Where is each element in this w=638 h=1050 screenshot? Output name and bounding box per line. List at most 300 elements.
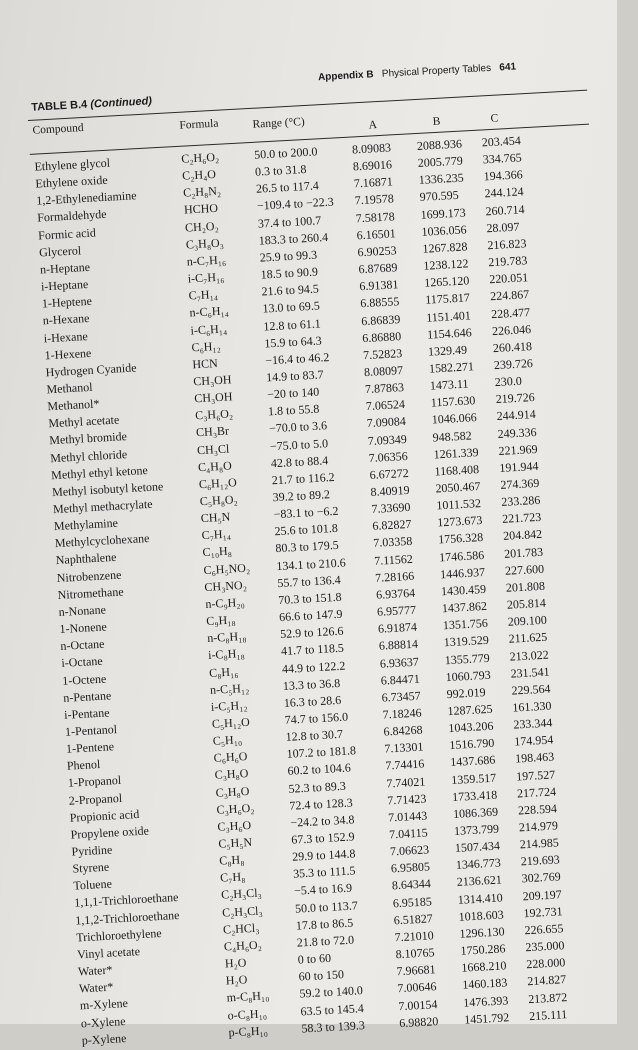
cell-range: 1.8 to 55.8: [267, 401, 320, 419]
column-header-b: B: [432, 115, 441, 129]
cell-c: 174.954: [513, 732, 554, 749]
cell-range: 0 to 60: [297, 950, 332, 967]
cell-compound: Ethylene oxide: [35, 172, 108, 191]
cell-c: 233.344: [512, 715, 553, 732]
cell-compound: Water*: [78, 979, 114, 996]
cell-compound: Water*: [77, 962, 113, 979]
cell-range: 21.6 to 94.5: [261, 281, 320, 299]
cell-c: 201.808: [505, 578, 546, 595]
cell-range: 18.5 to 90.9: [260, 264, 319, 282]
cell-b: 1473.11: [429, 376, 469, 393]
cell-b: 2005.779: [417, 153, 464, 171]
cell-a: 7.06524: [365, 397, 406, 414]
cell-compound: Styrene: [72, 859, 110, 876]
cell-b: 1238.122: [423, 256, 469, 273]
cell-range: 52.3 to 89.3: [288, 778, 347, 796]
cell-c: 211.625: [508, 629, 548, 647]
cell-compound: 1-Heptene: [41, 293, 93, 311]
cell-compound: 1-Hexene: [44, 345, 92, 363]
cell-formula: C₅H₈O₂: [199, 492, 239, 509]
cell-c: 231.541: [510, 664, 550, 681]
cell-compound: Methyl chloride: [49, 446, 128, 465]
cell-formula: i-C₇H₁₆: [187, 269, 225, 286]
cell-range: 60 to 150: [298, 967, 345, 984]
cell-a: 6.87689: [358, 260, 398, 277]
cell-c: 209.100: [507, 612, 548, 629]
cell-a: 7.74021: [385, 773, 426, 791]
cell-range: −24.2 to 34.8: [289, 812, 355, 830]
cell-b: 1086.369: [452, 804, 499, 821]
cell-b: 1516.790: [449, 735, 495, 753]
cell-formula: n-C₈H₁₈: [206, 629, 247, 646]
cell-b: 1430.459: [440, 581, 487, 599]
cell-a: 7.16871: [353, 174, 394, 191]
cell-a: 6.95777: [376, 602, 417, 619]
cell-b: 1451.792: [463, 1009, 510, 1027]
cell-formula: C₁₀H₈: [202, 544, 233, 560]
cell-b: 1018.603: [458, 907, 504, 924]
cell-formula: C₆H₅NO₂: [203, 560, 251, 577]
cell-compound: n-Octane: [60, 636, 105, 654]
column-header-a: A: [368, 119, 378, 132]
cell-range: 58.3 to 139.3: [301, 1017, 366, 1036]
cell-a: 6.73457: [381, 688, 422, 705]
cell-b: 1287.625: [447, 701, 493, 719]
cell-formula: C₆H₆O: [213, 749, 248, 766]
cell-range: 134.1 to 210.6: [276, 555, 347, 573]
cell-b: 1359.517: [450, 770, 497, 787]
cell-compound: Glycerol: [38, 243, 82, 260]
cell-formula: n-C₇H₁₆: [186, 252, 227, 269]
cell-a: 7.71423: [386, 791, 427, 808]
cell-range: 37.4 to 100.7: [257, 212, 322, 231]
cell-b: 1329.49: [427, 342, 468, 359]
cell-c: 204.842: [502, 527, 543, 544]
cell-formula: C₇H₁₄: [201, 526, 232, 543]
cell-compound: Methylcyclohexane: [54, 531, 150, 551]
cell-c: 219.726: [495, 390, 536, 407]
section-title: Physical Property Tables: [381, 62, 492, 80]
cell-a: 8.10765: [395, 945, 435, 962]
cell-range: 63.5 to 145.4: [300, 1000, 365, 1018]
cell-a: 7.13301: [384, 739, 424, 756]
cell-c: 213.872: [527, 989, 568, 1006]
cell-range: 21.7 to 116.2: [271, 469, 335, 488]
cell-b: 1168.408: [434, 461, 480, 479]
cell-c: 227.600: [504, 561, 545, 578]
cell-a: 7.09084: [366, 414, 407, 431]
cell-a: 6.84268: [383, 722, 423, 739]
cell-c: 226.655: [524, 921, 564, 938]
cell-a: 8.09083: [351, 140, 392, 157]
cell-a: 7.09349: [367, 431, 408, 448]
cell-c: 219.693: [520, 852, 561, 869]
cell-formula: CH₃Cl: [196, 441, 230, 457]
cell-range: 29.9 to 144.8: [291, 846, 356, 864]
cell-c: 239.726: [493, 355, 534, 373]
cell-b: 1060.793: [445, 667, 491, 684]
cell-a: 6.98820: [398, 1013, 439, 1030]
cell-a: 7.21010: [394, 928, 435, 945]
cell-a: 8.64344: [391, 876, 432, 893]
cell-range: −20 to 140: [266, 384, 320, 402]
cell-compound: n-Nonane: [58, 602, 107, 619]
cell-b: 1668.210: [461, 958, 507, 975]
cell-formula: C₂HCl₃: [222, 920, 260, 937]
table-continued: (Continued): [89, 95, 153, 111]
cell-b: 1296.130: [459, 924, 505, 941]
cell-range: 21.8 to 72.0: [296, 932, 355, 950]
cell-a: 7.96681: [396, 962, 436, 979]
cell-formula: C₃H₈O₃: [185, 235, 225, 252]
cell-compound: Ethylene glycol: [34, 155, 111, 174]
cell-range: 12.8 to 30.7: [285, 726, 344, 744]
cell-a: 6.93764: [375, 585, 416, 602]
cell-compound: Phenol: [66, 757, 101, 774]
cell-c: 260.714: [485, 201, 525, 218]
table-title: [31, 95, 152, 114]
cell-range: 60.2 to 104.6: [287, 760, 352, 779]
cell-compound: i-Hexane: [43, 328, 89, 345]
cell-formula: C₅H₁₀: [212, 732, 243, 748]
cell-formula: p-C₈H₁₀: [228, 1022, 269, 1040]
cell-compound: m-Xylene: [79, 996, 129, 1013]
cell-b: 1046.066: [431, 410, 478, 427]
cell-b: 1733.418: [451, 787, 498, 804]
cell-a: 6.91381: [359, 277, 399, 294]
cell-formula: C₂H₈N₂: [182, 183, 222, 200]
cell-b: 1437.862: [441, 598, 488, 616]
cell-a: 6.82827: [372, 517, 412, 534]
cell-b: 1261.339: [433, 444, 479, 462]
cell-a: 7.18246: [382, 705, 422, 722]
cell-range: 25.9 to 99.3: [259, 247, 318, 265]
cell-b: 1750.286: [460, 941, 506, 958]
cell-a: 6.67272: [369, 465, 409, 482]
cell-c: 274.369: [499, 475, 540, 492]
cell-compound: Hydrogen Cyanide: [45, 360, 137, 380]
cell-c: 209.197: [522, 886, 562, 903]
cell-formula: C₇H₈: [219, 869, 246, 885]
cell-formula: CH₃OH: [192, 372, 232, 389]
cell-compound: 1-Octene: [61, 671, 107, 688]
cell-range: 59.2 to 140.0: [299, 983, 364, 1001]
cell-c: 244.124: [484, 184, 524, 201]
cell-b: 1373.799: [453, 821, 500, 838]
cell-b: 1175.817: [424, 290, 471, 308]
cell-a: 6.90253: [357, 243, 397, 260]
cell-a: 8.08097: [363, 362, 404, 380]
cell-c: 216.823: [487, 236, 527, 253]
cell-a: 7.33690: [371, 499, 411, 517]
cell-c: 205.814: [506, 595, 547, 612]
cell-compound: Methyl acetate: [48, 412, 120, 431]
cell-a: 7.28166: [374, 568, 415, 585]
book-page: [26, 54, 636, 1048]
cell-a: 7.74416: [385, 756, 425, 773]
cell-compound: i-Heptane: [40, 276, 89, 294]
cell-c: 198.463: [514, 749, 555, 766]
cell-c: 228.000: [525, 955, 566, 972]
cell-b: 1336.235: [418, 170, 465, 188]
column-header-formula: Formula: [179, 117, 219, 132]
cell-range: 107.2 to 181.8: [286, 743, 357, 762]
cell-c: 161.330: [512, 698, 552, 715]
cell-compound: Methanol: [46, 379, 93, 397]
cell-b: 1273.673: [436, 513, 483, 530]
cell-range: −83.1 to −6.2: [273, 503, 339, 522]
cell-range: 16.3 to 28.6: [283, 692, 342, 710]
cell-c: 334.765: [482, 150, 523, 167]
cell-range: 72.4 to 128.3: [289, 795, 354, 813]
cell-formula: o-C₈H₁₀: [227, 1005, 268, 1022]
cell-b: 1355.779: [444, 650, 491, 667]
cell-compound: o-Xylene: [80, 1013, 126, 1030]
cell-b: 1157.630: [430, 393, 476, 410]
cell-b: 1446.937: [439, 564, 486, 582]
cell-c: 203.454: [481, 133, 522, 150]
cell-compound: n-Hexane: [42, 311, 90, 328]
cell-formula: CH₃OH: [193, 389, 233, 406]
cell-compound: Formaldehyde: [36, 207, 107, 226]
cell-c: 249.336: [497, 424, 537, 441]
cell-b: 1319.529: [443, 633, 490, 650]
cell-formula: C₃H₆O: [217, 817, 252, 834]
cell-c: 230.0: [494, 373, 523, 390]
cell-a: 7.87863: [364, 380, 405, 397]
cell-formula: C₅H₅N: [217, 834, 253, 851]
cell-c: 229.564: [511, 681, 551, 698]
cell-range: −75.0 to 5.0: [269, 435, 329, 453]
cell-formula: HCHO: [183, 201, 219, 218]
cell-b: 1699.173: [420, 205, 466, 222]
cell-b: 1267.828: [422, 239, 468, 256]
cell-b: 1314.410: [457, 890, 504, 907]
cell-compound: i-Octane: [60, 654, 104, 671]
cell-a: 7.06356: [368, 448, 409, 465]
cell-compound: Nitrobenzene: [56, 567, 122, 585]
cell-c: 302.769: [521, 869, 562, 886]
cell-compound: Formic acid: [37, 225, 97, 243]
cell-b: 1036.056: [421, 222, 467, 239]
cell-formula: C₂H₃Cl₃: [221, 903, 263, 920]
cell-compound: Methyl methacrylate: [52, 496, 153, 517]
cell-compound: 1-Pentanol: [64, 721, 118, 739]
cell-range: 25.6 to 101.8: [274, 521, 339, 539]
cell-formula: C₆H₁₂O: [198, 475, 238, 492]
cell-b: 2136.621: [456, 872, 503, 890]
cell-c: 233.286: [500, 492, 541, 510]
cell-b: 1151.401: [425, 307, 472, 325]
cell-compound: Methyl bromide: [48, 429, 128, 448]
cell-c: 214.827: [526, 972, 567, 989]
cell-a: 7.52823: [362, 345, 403, 362]
cell-c: 214.979: [518, 818, 559, 835]
cell-formula: C₈H₁₆: [208, 663, 239, 680]
cell-formula: C₈H₈: [218, 852, 245, 868]
cell-a: 6.95805: [390, 859, 431, 876]
cell-range: 44.9 to 122.2: [281, 658, 346, 676]
cell-a: 6.93637: [379, 654, 420, 671]
page-number: 641: [499, 61, 517, 74]
cell-range: 17.8 to 86.5: [295, 915, 354, 933]
cell-range: 12.8 to 61.1: [263, 315, 322, 334]
cell-c: 217.724: [516, 784, 557, 801]
cell-compound: n-Heptane: [39, 259, 91, 277]
cell-compound: 1,2-Ethylenediamine: [35, 188, 137, 208]
cell-formula: H₂O: [224, 955, 247, 971]
cell-a: 7.04115: [388, 825, 429, 842]
cell-formula: i-C₆H₁₄: [190, 320, 228, 337]
cell-formula: HCN: [192, 355, 219, 372]
cell-range: 183.3 to 260.4: [258, 229, 329, 248]
cell-formula: C₄H₆O₂: [223, 937, 263, 954]
cell-c: 215.111: [528, 1006, 568, 1023]
cell-range: 67.3 to 152.9: [290, 829, 355, 847]
cell-b: 1756.328: [437, 530, 484, 547]
cell-range: −70.0 to 3.6: [268, 418, 328, 436]
cell-b: 1351.756: [442, 616, 489, 633]
cell-range: 80.3 to 179.5: [275, 538, 340, 556]
cell-a: 6.88814: [378, 636, 419, 654]
cell-b: 1043.206: [448, 718, 494, 736]
cell-range: 74.7 to 156.0: [284, 709, 349, 727]
cell-b: 1476.393: [462, 992, 509, 1010]
cell-compound: p-Xylene: [81, 1030, 127, 1048]
cell-a: 7.01443: [387, 808, 428, 825]
cell-c: 201.783: [503, 544, 544, 561]
cell-compound: 2-Propanol: [68, 790, 123, 808]
cell-formula: C₃H₆O₂: [194, 406, 234, 423]
cell-formula: C₃H₈O: [215, 783, 250, 800]
cell-range: −109.4 to −22.3: [256, 194, 335, 214]
cell-a: 6.91874: [377, 619, 418, 636]
cell-a: 6.86839: [360, 311, 401, 328]
cell-compound: Trichloroethylene: [75, 925, 163, 945]
cell-a: 6.84471: [380, 671, 421, 688]
cell-a: 7.00646: [397, 979, 437, 996]
cell-range: 52.9 to 126.6: [279, 623, 344, 642]
cell-range: 15.9 to 64.3: [263, 333, 323, 351]
cell-a: 7.00154: [398, 996, 438, 1013]
cell-compound: Propylene oxide: [70, 823, 150, 842]
cell-formula: m-C₈H₁₀: [226, 988, 270, 1005]
cell-range: 0.3 to 31.8: [254, 162, 307, 179]
cell-formula: CH₅N: [200, 509, 231, 526]
cell-range: 35.3 to 111.5: [292, 863, 356, 881]
cell-formula: C₂H₆O₂: [180, 149, 220, 166]
cell-c: 192.731: [523, 903, 563, 921]
cell-b: 992.019: [446, 684, 486, 701]
cell-c: 235.000: [525, 938, 565, 955]
cell-c: 197.527: [515, 766, 556, 784]
cell-formula: C₄H₈O: [197, 458, 232, 474]
cell-a: 7.11562: [373, 551, 414, 568]
cell-range: 50.0 to 200.0: [253, 144, 318, 162]
cell-b: 948.582: [432, 427, 473, 445]
cell-c: 224.867: [489, 287, 530, 304]
cell-compound: Pyridine: [71, 842, 113, 859]
cell-b: 1507.434: [454, 838, 501, 856]
cell-b: 970.595: [419, 188, 460, 205]
cell-formula: CH₃NO₂: [204, 577, 248, 594]
cell-formula: n-C₅H₁₂: [209, 680, 250, 697]
cell-a: 8.40919: [370, 482, 410, 499]
column-header-compound: Compound: [32, 121, 84, 137]
cell-c: 228.594: [517, 801, 558, 818]
cell-range: 50.0 to 113.7: [294, 897, 359, 916]
cell-range: 70.3 to 151.8: [277, 589, 342, 607]
cell-c: 221.723: [501, 510, 542, 527]
cell-formula: C₃H₈O: [214, 766, 249, 783]
cell-formula: C₃H₆O₂: [216, 800, 255, 817]
cell-compound: Methyl ethyl ketone: [50, 462, 149, 482]
running-header: [318, 61, 517, 83]
cell-a: 6.88555: [359, 294, 400, 311]
cell-b: 2050.467: [435, 479, 481, 496]
table-label: TABLE B.4: [30, 98, 88, 114]
cell-compound: Vinyl acetate: [76, 944, 141, 962]
cell-compound: Methyl isobutyl ketone: [51, 479, 164, 500]
cell-compound: 1-Nonene: [59, 619, 108, 637]
cell-a: 6.95185: [392, 893, 433, 910]
cell-range: 66.6 to 147.9: [278, 606, 343, 625]
cell-compound: n-Pentane: [62, 687, 112, 705]
cell-formula: C₂H₄O: [181, 167, 217, 183]
cell-compound: 1-Propanol: [67, 773, 122, 791]
cell-b: 1437.686: [449, 753, 496, 770]
appendix-label: Appendix B: [317, 69, 374, 84]
cell-range: 13.0 to 69.5: [262, 298, 321, 316]
cell-c: 194.366: [483, 167, 524, 184]
cell-c: 220.051: [488, 270, 529, 287]
cell-c: 219.783: [487, 253, 528, 270]
column-header-c: C: [490, 112, 499, 125]
cell-b: 1746.586: [438, 547, 485, 564]
cell-c: 221.969: [498, 441, 538, 458]
cell-a: 7.19578: [354, 191, 395, 208]
cell-range: 42.8 to 88.4: [270, 452, 329, 470]
cell-range: −16.4 to 46.2: [264, 349, 330, 368]
cell-compound: i-Pentane: [63, 705, 110, 722]
column-header-range: Range (°C): [252, 115, 305, 131]
cell-formula: i-C₅H₁₂: [210, 697, 248, 714]
cell-compound: Nitromethane: [57, 584, 124, 602]
cell-range: 14.9 to 83.7: [265, 367, 324, 385]
cell-range: 13.3 to 36.8: [282, 675, 341, 693]
cell-compound: Naphthalene: [55, 550, 117, 568]
cell-a: 7.03358: [372, 534, 413, 551]
cell-c: 28.097: [486, 219, 520, 236]
cell-c: 214.985: [519, 835, 560, 852]
cell-c: 213.022: [509, 647, 549, 664]
cell-b: 1265.120: [423, 273, 470, 290]
cell-c: 226.046: [491, 321, 532, 338]
cell-formula: C₇H₁₄: [188, 287, 219, 303]
cell-range: 39.2 to 89.2: [272, 487, 331, 505]
cell-b: 2088.936: [416, 136, 463, 153]
cell-formula: C₂H₃Cl₃: [220, 885, 263, 903]
cell-c: 191.944: [499, 458, 539, 475]
cell-a: 8.69016: [352, 157, 393, 174]
cell-compound: 1,1,1-Trichloroethane: [73, 890, 179, 911]
cell-b: 1011.532: [436, 496, 482, 513]
cell-compound: Toluene: [73, 876, 113, 893]
cell-a: 6.86880: [361, 328, 402, 345]
cell-a: 6.51827: [393, 910, 434, 928]
cell-b: 1346.773: [455, 855, 502, 873]
cell-c: 260.418: [492, 338, 533, 355]
